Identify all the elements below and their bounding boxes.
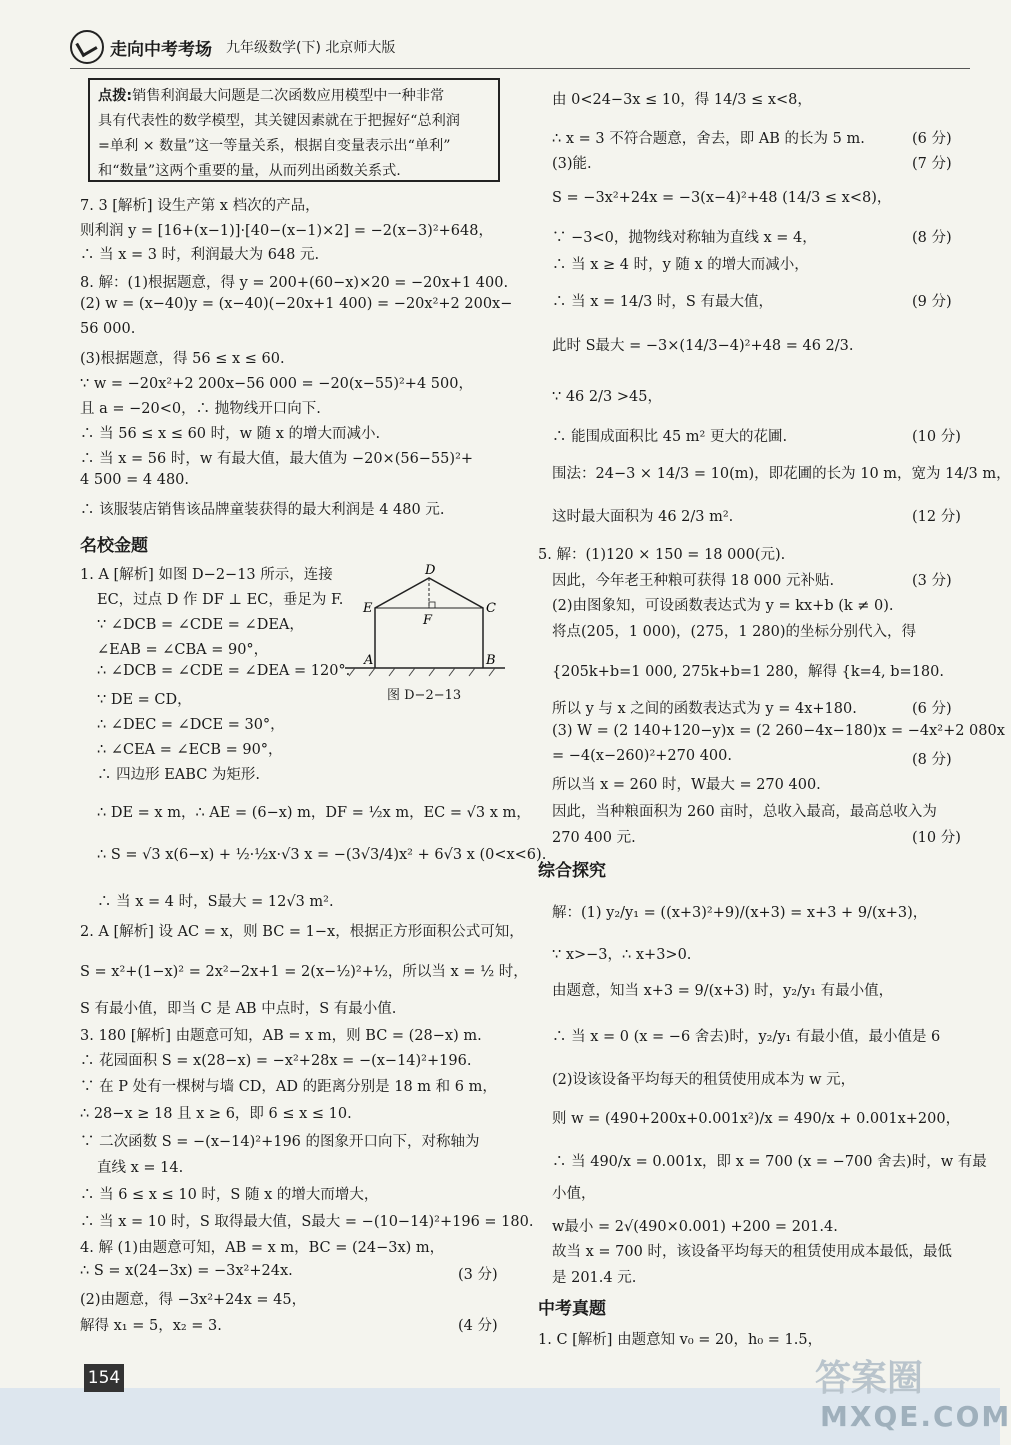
- brand-logo-icon: [70, 30, 104, 64]
- watermark-logo: 答案圈: [815, 1358, 924, 1399]
- text-line: ∵ w = −20x²+2 200x−56 000 = −20(x−55)²+4 500，: [80, 376, 473, 392]
- text-line: ∴ 28−x ≥ 18 且 x ≥ 6，即 6 ≤ x ≤ 10.: [80, 1106, 352, 1122]
- text-line: 5. 解：(1)120 × 150 = 18 000(元).: [538, 547, 786, 563]
- score-label: (8 分): [912, 752, 952, 768]
- text-line: ∵ DE = CD，: [97, 692, 192, 708]
- text-line: 8. 解：(1)根据题意，得 y = 200+(60−x)×20 = −20x+1 400.: [80, 275, 509, 291]
- tip-line: 和“数量”这两个重要的量，从而列出函数关系式.: [98, 163, 401, 179]
- label-c: C: [486, 601, 496, 616]
- header-divider: [70, 68, 970, 69]
- text-line: 所以当 x = 260 时，W最大 = 270 400.: [552, 777, 821, 793]
- page-number: 154: [84, 1364, 124, 1392]
- tip-line: =单利 × 数量”这一等量关系，根据自变量表示出“单利”: [98, 138, 451, 154]
- figure-caption: 图 D−2−13: [387, 688, 462, 703]
- label-a: A: [364, 653, 374, 668]
- text-line: 直线 x = 14.: [97, 1160, 184, 1176]
- text-line: 是 201.4 元.: [552, 1270, 637, 1286]
- text-line: ∴ ∠CEA = ∠ECB = 90°，: [97, 742, 283, 758]
- text-line: w最小 = 2√(490×0.001) +200 = 201.4.: [552, 1219, 838, 1235]
- text-line: 2. A [解析] 设 AC = x，则 BC = 1−x，根据正方形面积公式可知，: [80, 924, 524, 940]
- brand-name: 走向中考考场: [110, 39, 212, 60]
- text-line: 4. 解 (1)由题意可知，AB = x m，BC = (24−3x) m，: [80, 1240, 445, 1256]
- text-line: ∠EAB = ∠CBA = 90°，: [97, 642, 269, 658]
- score-label: (10 分): [912, 429, 961, 445]
- text-line: ∴ 花园面积 S = x(28−x) = −x²+28x = −(x−14)²+196.: [80, 1053, 472, 1069]
- text-line: ∴ x = 3 不符合题意，舍去，即 AB 的长为 5 m.: [552, 131, 865, 147]
- text-line: ∵ 在 P 处有一棵树与墙 CD，AD 的距离分别是 18 m 和 6 m，: [80, 1079, 497, 1095]
- text-line: 因此，今年老王种粮可获得 18 000 元补贴.: [552, 573, 835, 589]
- text-line: ∴ 当 x ≥ 4 时，y 随 x 的增大而减小，: [552, 257, 809, 273]
- text-line: (2)由题意，得 −3x²+24x = 45，: [80, 1292, 307, 1308]
- text-line: ∴ ∠DEC = ∠DCE = 30°，: [97, 717, 285, 733]
- label-f: F: [423, 613, 433, 628]
- tip-label: 点拨:: [98, 88, 133, 104]
- text-line: S 有最小值，即当 C 是 AB 中点时，S 有最小值.: [80, 1001, 397, 1017]
- text-line: 7. 3 [解析] 设生产第 x 档次的产品，: [80, 198, 320, 214]
- label-d: D: [425, 563, 436, 578]
- score-label: (4 分): [458, 1318, 498, 1334]
- text-line: = −4(x−260)²+270 400.: [552, 748, 732, 764]
- text-line: 4 500 = 4 480.: [80, 472, 189, 488]
- text-line: (2)设该设备平均每天的租赁使用成本为 w 元，: [552, 1072, 856, 1088]
- text-line: ∴ S = x(24−3x) = −3x²+24x.: [80, 1263, 293, 1279]
- text-line: ∵ x>−3，∴ x+3>0.: [552, 947, 692, 963]
- score-label: (3 分): [458, 1267, 498, 1283]
- text-line: ∴ 该服装店销售该品牌童装获得的最大利润是 4 480 元.: [80, 502, 445, 518]
- text-line: (3)能.: [552, 156, 592, 172]
- text-line: 且 a = −20<0，∴ 抛物线开口向下.: [80, 401, 321, 417]
- figure-d-2-13: [345, 560, 505, 704]
- text-line: 3. 180 [解析] 由题意可知，AB = x m，则 BC = (28−x) m.: [80, 1028, 482, 1044]
- text-line: 由题意，知当 x+3 = 9/(x+3) 时，y₂/y₁ 有最小值，: [552, 983, 894, 999]
- text-line: 解：(1) y₂/y₁ = ((x+3)²+9)/(x+3) = x+3 + 9/(x+3)，: [552, 905, 928, 921]
- book-subtitle: 九年级数学(下) 北京师大版: [226, 40, 396, 56]
- score-label: (8 分): [912, 230, 952, 246]
- text-line: ∴ 当 490/x = 0.001x，即 x = 700 (x = −700 舍去)时，w 有最: [552, 1154, 987, 1170]
- section-title-comprehensive: 综合探究: [538, 861, 606, 881]
- score-label: (9 分): [912, 294, 952, 310]
- text-line: ∴ 当 x = 10 时，S 取得最大值，S最大 = −(10−14)²+196 = 180.: [80, 1214, 534, 1230]
- text-line: 因此，当种粮面积为 260 亩时，总收入最高，最高总收入为: [552, 804, 937, 820]
- text-line: EC，过点 D 作 DF ⊥ EC，垂足为 F.: [97, 592, 344, 608]
- text-line: (2) w = (x−40)y = (x−40)(−20x+1 400) = −20x²+2 200x−: [80, 296, 513, 312]
- tip-box: [88, 78, 500, 182]
- text-line: ∴ 当 x = 56 时，w 有最大值，最大值为 −20×(56−55)²+: [80, 451, 474, 467]
- score-label: (12 分): [912, 509, 961, 525]
- text-line: ∴ 能围成面积比 45 m² 更大的花圃.: [552, 429, 788, 445]
- text-line: 解得 x₁ = 5，x₂ = 3.: [80, 1318, 222, 1334]
- text-line: 56 000.: [80, 321, 136, 337]
- score-label: (6 分): [912, 701, 952, 717]
- text-line: S = −3x²+24x = −3(x−4)²+48 (14/3 ≤ x<8)，: [552, 190, 892, 206]
- text-line: ∵ −3<0，抛物线对称轴为直线 x = 4，: [552, 230, 817, 246]
- text-line: ∵ ∠DCB = ∠CDE = ∠DEA，: [97, 617, 304, 633]
- text-line: 此时 S最大 = −3×(14/3−4)²+48 = 46 2/3.: [552, 338, 854, 354]
- score-label: (3 分): [912, 573, 952, 589]
- text-line: ∴ 当 x = 0 (x = −6 舍去)时，y₂/y₁ 有最小值，最小值是 6: [552, 1029, 941, 1045]
- text-line: ∴ DE = x m，∴ AE = (6−x) m，DF = ½x m，EC = √3 x m，: [97, 805, 531, 821]
- text-line: 小值，: [552, 1186, 596, 1202]
- page-header: [70, 30, 395, 64]
- text-line: (3)根据题意，得 56 ≤ x ≤ 60.: [80, 351, 285, 367]
- label-b: B: [486, 653, 496, 668]
- text-line: 所以 y 与 x 之间的函数表达式为 y = 4x+180.: [552, 701, 857, 717]
- text-line: S = x²+(1−x)² = 2x²−2x+1 = 2(x−½)²+½，所以当 x = ½ 时，: [80, 964, 528, 980]
- text-line: ∴ 当 x = 4 时，S最大 = 12√3 m².: [97, 894, 334, 910]
- text-line: 这时最大面积为 46 2/3 m².: [552, 509, 734, 525]
- text-line: 则 w = (490+200x+0.001x²)/x = 490/x + 0.001x+200，: [552, 1111, 961, 1127]
- label-e: E: [363, 601, 373, 616]
- text-line: ∴ 当 x = 3 时，利润最大为 648 元.: [80, 247, 320, 263]
- text-line: ∵ 二次函数 S = −(x−14)²+196 的图象开口向下，对称轴为: [80, 1134, 480, 1150]
- text-line: ∴ 当 56 ≤ x ≤ 60 时，w 随 x 的增大而减小.: [80, 426, 381, 442]
- text-line: (2)由图象知，可设函数表达式为 y = kx+b (k ≠ 0).: [552, 598, 894, 614]
- score-label: (7 分): [912, 156, 952, 172]
- figure-diagram: [345, 560, 505, 700]
- text-line: 由 0<24−3x ≤ 10，得 14/3 ≤ x<8，: [552, 92, 812, 108]
- text-line: ∴ 当 x = 14/3 时，S 有最大值，: [552, 294, 773, 310]
- text-line: 1. C [解析] 由题意知 v₀ = 20，h₀ = 1.5，: [538, 1332, 823, 1348]
- text-line: 则利润 y = [16+(x−1)]·[40−(x−1)×2] = −2(x−3)²+648，: [80, 223, 493, 239]
- text-line: 将点(205，1 000)，(275，1 280)的坐标分别代入，得: [552, 624, 916, 640]
- section-title-famous-school: 名校金题: [80, 536, 148, 556]
- text-line: 1. A [解析] 如图 D−2−13 所示，连接: [80, 567, 333, 583]
- tip-line: 具有代表性的数学模型，其关键因素就在于把握好“总利润: [98, 113, 460, 129]
- tip-line: 销售利润最大问题是二次函数应用模型中一种非常: [132, 88, 445, 104]
- score-label: (6 分): [912, 131, 952, 147]
- text-line: 围法：24−3 × 14/3 = 10(m)，即花圃的长为 10 m，宽为 14/3 m，: [552, 466, 1011, 482]
- text-line: (3) W = (2 140+120−y)x = (2 260−4x−180)x = −4x²+2 080x: [552, 723, 1005, 739]
- text-line: ∵ 46 2/3 >45，: [552, 389, 662, 405]
- score-label: (10 分): [912, 830, 961, 846]
- text-line: ∴ 当 6 ≤ x ≤ 10 时，S 随 x 的增大而增大，: [80, 1187, 379, 1203]
- text-line: ∴ ∠DCB = ∠CDE = ∠DEA = 120°.: [97, 663, 351, 679]
- watermark-url: MXQE.COM: [820, 1400, 1011, 1433]
- text-line: ∴ 四边形 EABC 为矩形.: [97, 767, 261, 783]
- text-line: 故当 x = 700 时，该设备平均每天的租赁使用成本最低，最低: [552, 1244, 952, 1260]
- section-title-exam: 中考真题: [538, 1299, 606, 1319]
- text-line: ∴ S = √3 x(6−x) + ½·½x·√3 x = −(3√3/4)x² + 6√3 x (0<x<6).: [97, 847, 547, 863]
- text-line: {205k+b=1 000, 275k+b=1 280，解得 {k=4, b=180.: [552, 664, 944, 680]
- text-line: 270 400 元.: [552, 830, 636, 846]
